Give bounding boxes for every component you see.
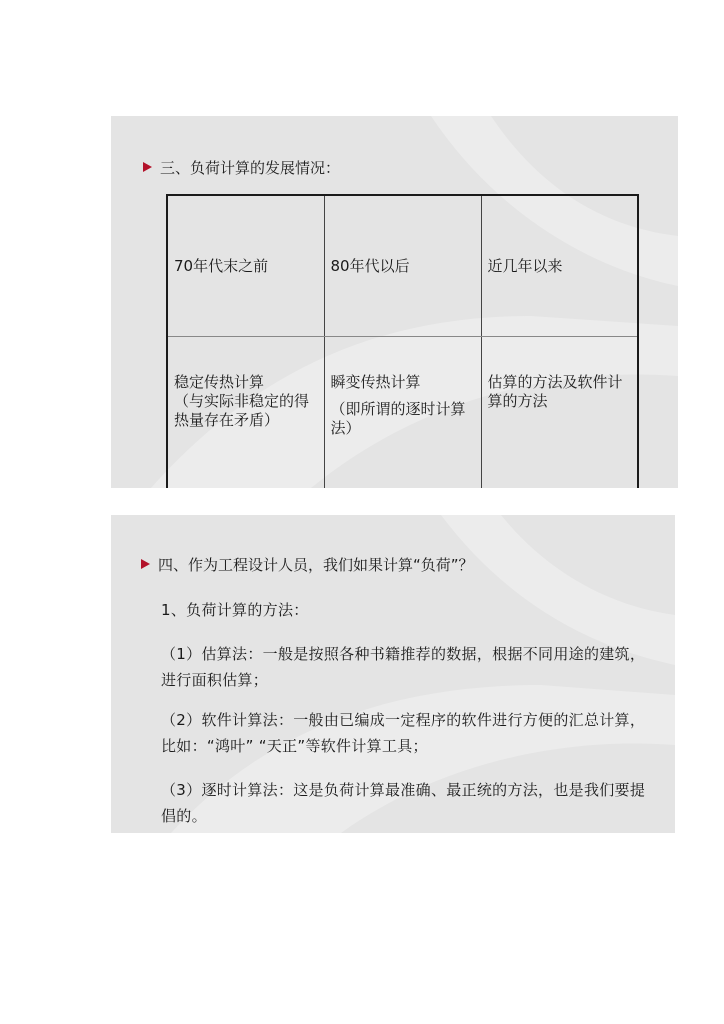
cell-sub-text: （与实际非稳定的得热量存在矛盾） bbox=[174, 392, 310, 429]
method-item: （3）逐时计算法：这是负荷计算最准确、最正统的方法，也是我们要提倡的。 bbox=[161, 781, 646, 825]
slide-development bbox=[111, 116, 678, 488]
heading-text: 三、负荷计算的发展情况： bbox=[160, 159, 341, 177]
table-row bbox=[167, 195, 638, 337]
cell-main-text: 瞬变传热计算 bbox=[330, 373, 421, 391]
table-cell: 近几年以来 bbox=[481, 195, 638, 337]
red-triangle-bullet-icon bbox=[143, 162, 152, 172]
table-row bbox=[167, 337, 638, 489]
cell-main-text: 估算的方法及软件计算的方法 bbox=[487, 373, 623, 410]
cell-main-text: 稳定传热计算 bbox=[174, 373, 265, 391]
section-heading bbox=[143, 158, 340, 178]
table-cell bbox=[167, 337, 324, 489]
table-cell: 70年代末之前 bbox=[167, 195, 324, 337]
slide-calculation-methods bbox=[111, 515, 675, 833]
method-item: （2）软件计算法：一般由已编成一定程序的软件进行方便的汇总计算，比如：“鸿叶” “天正”等软件计算工具； bbox=[161, 711, 646, 755]
section-heading bbox=[141, 555, 474, 575]
heading-text: 四、作为工程设计人员，我们如果计算“负荷”？ bbox=[158, 556, 474, 574]
red-triangle-bullet-icon bbox=[141, 559, 150, 569]
method-item: （1）估算法：一般是按照各种书籍推荐的数据，根据不同用途的建筑，进行面积估算； bbox=[161, 645, 646, 689]
method-title: 1、负荷计算的方法： bbox=[161, 601, 309, 619]
cell-sub-text: （即所谓的逐时计算法） bbox=[330, 400, 466, 437]
development-table bbox=[166, 194, 639, 488]
table-cell: 80年代以后 bbox=[324, 195, 481, 337]
table-cell bbox=[481, 337, 638, 489]
table-cell bbox=[324, 337, 481, 489]
